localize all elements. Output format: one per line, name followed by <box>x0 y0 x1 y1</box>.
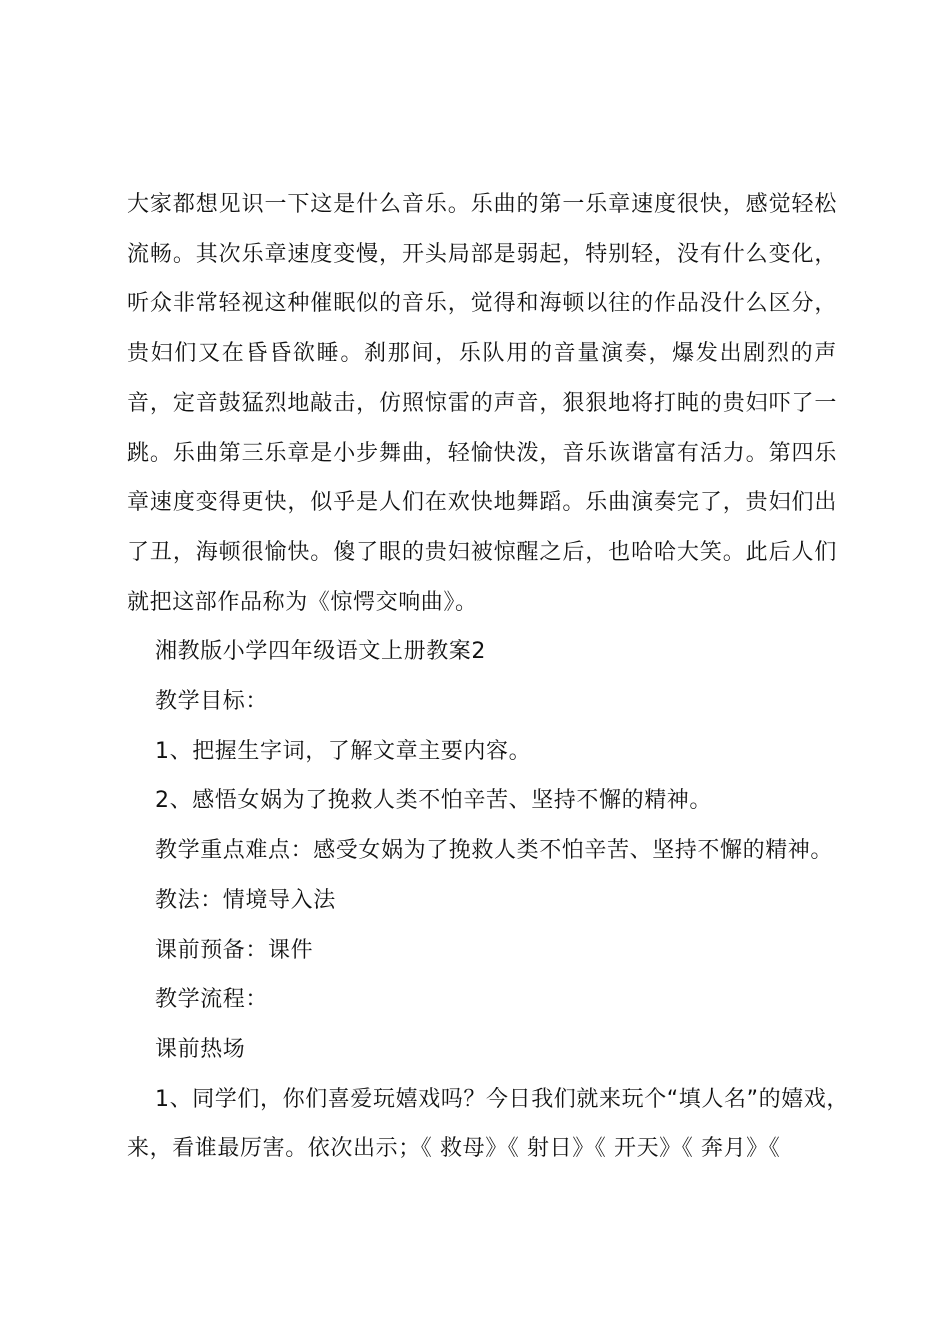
teaching-process-heading: 教学流程： <box>155 987 269 1013</box>
document-body <box>127 180 849 1174</box>
teaching-objectives-heading: 教学目标： <box>155 689 269 715</box>
warm-up-heading: 课前热场 <box>155 1036 246 1062</box>
warm-up-item-1-line-2: 来，看谁最厉害。依次出示；《 救母》《 射日》《 开天》《 奔月》《 <box>127 1136 781 1162</box>
preparation-line: 课前预备：课件 <box>155 937 314 963</box>
objective-item-1: 1、把握生字词，了解文章主要内容。 <box>155 738 532 764</box>
lesson-plan-title: 湘教版小学四年级语文上册教案2 <box>155 639 486 665</box>
teaching-method-line: 教法：情境导入法 <box>155 887 336 913</box>
paragraph-story-ending: 大家都想见识一下这是什么音乐。乐曲的第一乐章速度很快，感觉轻松流畅。其次乐章速度变慢，开头局部是弱起，特别轻，没有什么变化，听众非常轻视这种催眠似的音乐，觉得和海顿以往的作品没什么区分，贵妇们又在昏昏欲睡。刹那间，乐队用的音量演奏，爆发出剧烈的声音，定音鼓猛烈地敲击，仿照惊雷的声音，狠狠地将打盹的贵妇吓了一跳。乐曲第三乐章是小步舞曲，轻愉快泼，音乐诙谐富有活力。第四乐章速度变得更快，似乎是人们在欢快地舞蹈。乐曲演奏完了，贵妇们出了丑，海顿很愉快。傻了眼的贵妇被惊醒之后，也哈哈大笑。此后人们就把这部作品称为《惊愕交响曲》。 <box>127 192 837 615</box>
key-difficulty-line: 教学重点难点：感受女娲为了挽救人类不怕辛苦、坚持不懈的精神。 <box>155 838 834 864</box>
warm-up-item-1-line-1: 1、同学们，你们喜爱玩嬉戏吗？今日我们就来玩个“填人名”的嬉戏， <box>155 1086 849 1112</box>
objective-item-2: 2、感悟女娲为了挽救人类不怕辛苦、坚持不懈的精神。 <box>155 788 712 814</box>
